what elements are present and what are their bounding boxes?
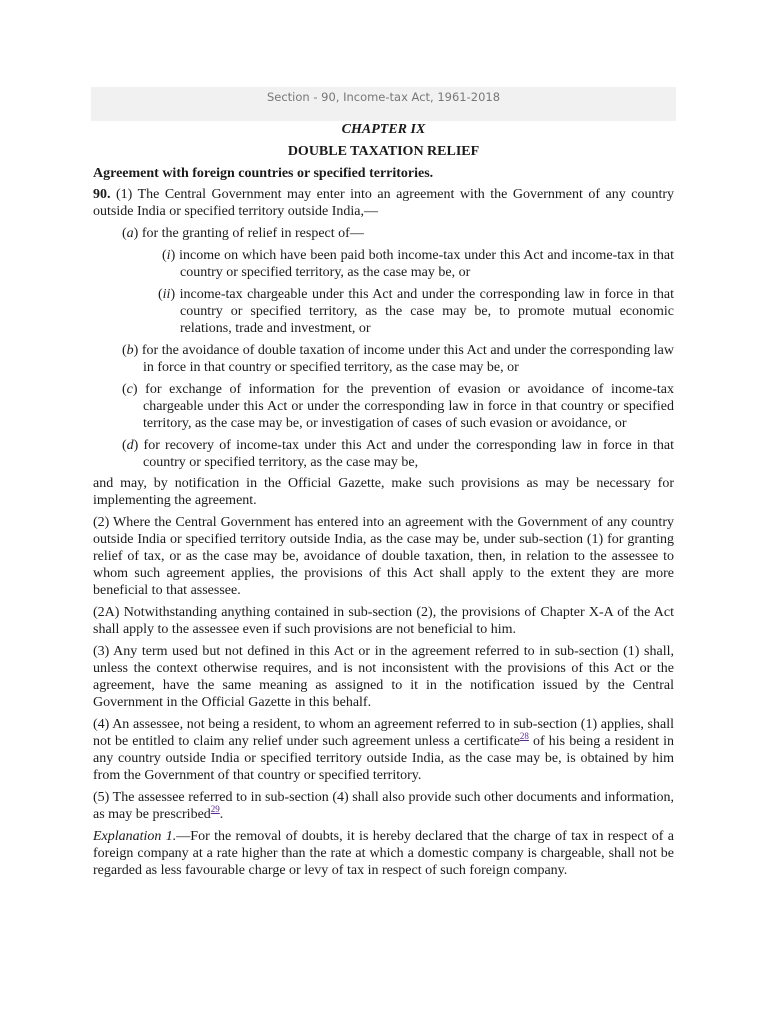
clause-b: (b) for the avoidance of double taxation of income under this Act and under the corresponding law in force in that country or specified territory, as the case may be, or — [122, 343, 674, 375]
subclause-i: (i) income on which have been paid both income-tax under this Act and income-tax in that country or specified territory, as the case may be, or — [162, 248, 674, 280]
subclause-ii-text: income-tax chargeable under this Act and under the corresponding law in force in that country or specified territory, as the case may be, to promote mutual economic relations, trade and investment, or — [179, 287, 674, 336]
clause-a-text: for the granting of relief in respect of— — [141, 226, 364, 241]
subsection-1-closing: and may, by notification in the Official Gazette, make such provisions as may be necessary for implementing the agreement. — [93, 476, 674, 508]
clause-b-label: b — [126, 343, 134, 358]
subsection-4-text: (4) An assessee, not being a resident, to whom an agreement referred to in sub-section (1) applies, shall not be entitled to claim any relief under such agreement unless a certificate — [93, 717, 674, 749]
subsection-3: (3) Any term used but not defined in this Act or in the agreement referred to in sub-section (1) shall, unless the context otherwise requires, and is not inconsistent with the provisions of this Act or the agreement, have the same meaning as assigned to it in the notification issued by the Central Government in the Official Gazette in this behalf. — [93, 644, 674, 710]
explanation-text: —For the removal of doubts, it is hereby declared that the charge of tax in respect of a foreign company at a rate higher than the rate at which a domestic company is chargeable, shall not be regarded as less favourable charge or levy of tax in respect of such foreign company. — [93, 829, 674, 878]
subclause-i-text: income on which have been paid both income-tax under this Act and income-tax in that country or specified territory, as the case may be, or — [179, 248, 674, 280]
chapter-number: CHAPTER IX — [341, 122, 426, 137]
clause-c: (c) for exchange of information for the prevention of evasion or avoidance of income-tax chargeable under this Act or under the corresponding law in force in that country or specified territory, as the case may be, or investigation of cases of such evasion or avoidance, or — [122, 382, 674, 431]
clause-a-label: a — [126, 226, 134, 241]
clause-d-label: d — [126, 438, 134, 453]
clause-d: (d) for recovery of income-tax under this Act and under the corresponding law in force in that country or specified territory, as the case may be, — [122, 438, 674, 470]
document-body — [93, 120, 674, 879]
subsection-5 — [93, 789, 674, 823]
section-heading: Agreement with foreign countries or specified territories. — [93, 166, 434, 181]
subsection-5-text: (5) The assessee referred to in sub-section (4) shall also provide such other documents and information, as may be prescribed — [93, 790, 674, 822]
chapter-title: DOUBLE TAXATION RELIEF — [287, 144, 480, 159]
explanation-1 — [93, 828, 674, 879]
subsection-2: (2) Where the Central Government has entered into an agreement with the Government of any country outside India or specified territory outside India, as the case may be, under sub-section (1) for granting relief of tax, or as the case may be, avoidance of double taxation, then, in relation to the assessee to whom such agreement applies, the provisions of this Act shall apply to the extent they are more beneficial to that assessee. — [93, 515, 674, 598]
explanation-label: Explanation 1. — [93, 829, 177, 844]
subsection-4-text-cont: of his being a resident in any country outside India or specified territory outside India, as the case may be, is obtained by him from the Government of that country or specified territory. — [93, 734, 674, 783]
footnote-28-link[interactable]: 28 — [519, 731, 529, 741]
subsection-4 — [93, 716, 674, 784]
subsection-1 — [93, 186, 674, 220]
footnote-29-link[interactable]: 29 — [210, 804, 220, 814]
subsection-5-end: . — [219, 807, 224, 822]
clause-c-label: c — [126, 382, 133, 397]
clause-d-text: for recovery of income-tax under this Act and under the corresponding law in force in that country or specified territory, as the case may be, — [143, 438, 674, 470]
subsection-1-text: (1) The Central Government may enter into an agreement with the Government of any country outside India or specified territory outside India,— — [93, 187, 674, 219]
subclause-ii: (ii) income-tax chargeable under this Act and under the corresponding law in force in that country or specified territory, as the case may be, to promote mutual economic relations, trade and investment, or — [158, 287, 674, 336]
subclause-i-label: i — [166, 248, 171, 263]
clause-c-text: for exchange of information for the prevention of evasion or avoidance of income-tax chargeable under this Act or under the corresponding law in force in that country or specified territory, as the case may be, or investigation of cases of such evasion or avoidance, or — [143, 382, 674, 431]
subclause-ii-label: ii — [162, 287, 171, 302]
subsection-2a: (2A) Notwithstanding anything contained in sub-section (2), the provisions of Chapter X-A of the Act shall apply to the assessee even if such provisions are not beneficial to him. — [93, 605, 674, 637]
section-header-bar — [91, 87, 676, 121]
clause-b-text: for the avoidance of double taxation of income under this Act and under the corresponding law in force in that country or specified territory, as the case may be, or — [138, 343, 674, 375]
section-number: 90. — [93, 187, 111, 202]
clause-a: (a) for the granting of relief in respect of— — [122, 226, 364, 241]
section-header-text: Section - 90, Income-tax Act, 1961-2018 — [266, 90, 501, 104]
